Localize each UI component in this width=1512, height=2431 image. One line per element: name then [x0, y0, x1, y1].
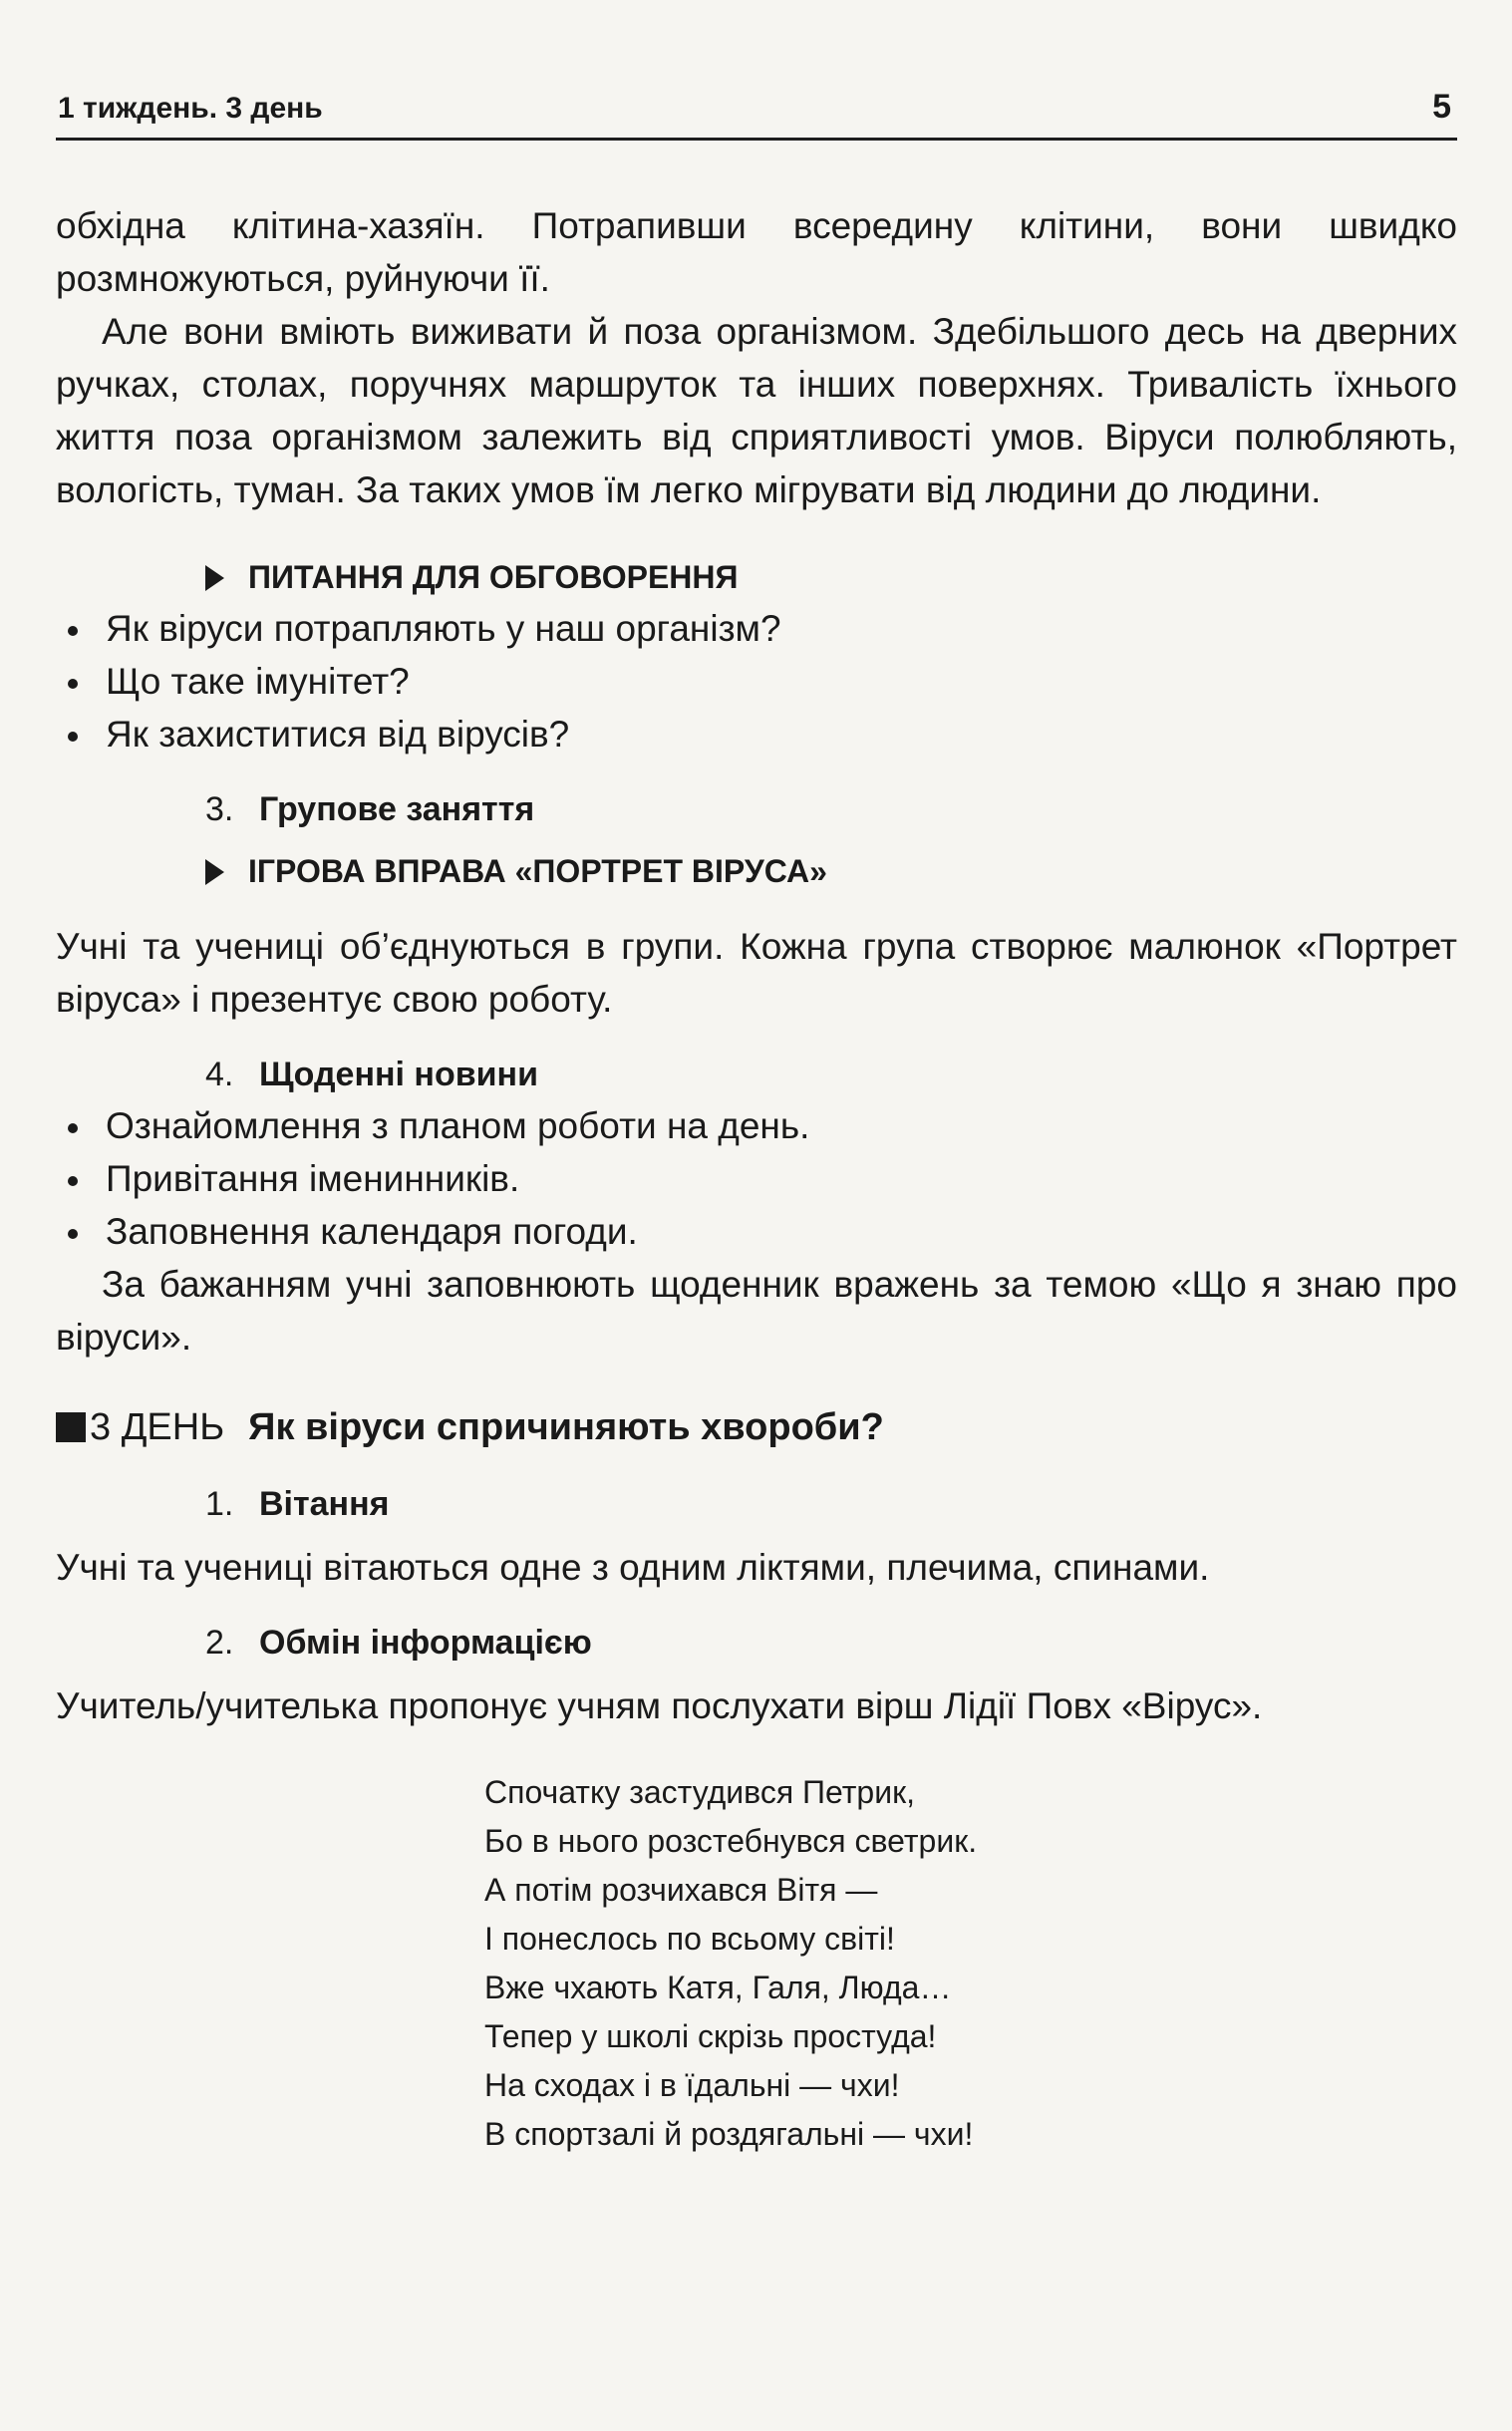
list-item: Як віруси потрапляють у наш організм? — [56, 602, 1457, 655]
intro-paragraph-1: обхідна клітина-хазяїн. Потрапивши всередину клітини, вони швидко розмножуються, руйнуючи її. — [56, 205, 1457, 299]
poem-line: В спортзалі й роздягальні — чхи! — [484, 2116, 974, 2152]
section-title: Щоденні новини — [259, 1056, 538, 1093]
running-title: 1 тиждень. 3 день — [58, 92, 323, 125]
list-item: Ознайомлення з планом роботи на день. — [56, 1099, 1457, 1152]
section-group-activity — [205, 784, 1457, 834]
day-title: Як віруси спричиняють хвороби? — [248, 1406, 884, 1448]
section-title: Групове заняття — [259, 790, 535, 828]
poem-line: І понеслось по всьому світі! — [484, 1921, 895, 1957]
day-3-heading — [56, 1399, 1457, 1455]
section-greeting — [205, 1479, 1457, 1529]
triangle-marker-icon — [205, 565, 224, 591]
section-daily-news — [205, 1050, 1457, 1099]
group-activity-text: Учні та учениці об’єднуються в групи. Кожна група створює малюнок «Портрет віруса» і презентує свою роботу. — [56, 926, 1457, 1020]
day-label: 3 ДЕНЬ — [90, 1406, 225, 1448]
list-item: Заповнення календаря погоди. — [56, 1205, 1457, 1258]
section-info-exchange — [205, 1618, 1457, 1668]
list-item: Що таке імунітет? — [56, 655, 1457, 708]
book-page — [56, 0, 1457, 2431]
list-item: Як захиститися від вірусів? — [56, 708, 1457, 760]
poem-line: Тепер у школі скрізь простуда! — [484, 2018, 937, 2054]
poem — [484, 1768, 1457, 2159]
info-exchange-text: Учитель/учителька пропонує учням послухати вірш Лідії Повх «Вірус». — [56, 1685, 1263, 1726]
poem-line: А потім розчихався Вітя — — [484, 1872, 878, 1908]
square-marker-icon — [56, 1412, 86, 1442]
exercise-heading-text: ІГРОВА ВПРАВА «ПОРТРЕТ ВІРУСА» — [248, 853, 827, 889]
triangle-marker-icon — [205, 859, 224, 885]
poem-line: Бо в нього розстебнувся светрик. — [484, 1823, 978, 1859]
running-header — [56, 88, 1457, 141]
section-number: 2. — [205, 1624, 234, 1662]
exercise-heading — [205, 846, 1457, 896]
section-number: 3. — [205, 790, 234, 828]
list-item: Привітання іменинників. — [56, 1152, 1457, 1205]
poem-line: На сходах і в їдальні — чхи! — [484, 2067, 900, 2103]
poem-line: Вже чхають Катя, Галя, Люда… — [484, 1970, 952, 2005]
daily-news-list — [56, 1099, 1457, 1258]
section-number: 1. — [205, 1485, 234, 1523]
discussion-heading — [205, 552, 1457, 602]
discussion-heading-text: ПИТАННЯ ДЛЯ ОБГОВОРЕННЯ — [248, 559, 739, 595]
section-title: Обмін інформацією — [259, 1624, 592, 1662]
poem-line: Спочатку застудився Петрик, — [484, 1774, 915, 1810]
page-number: 5 — [1432, 88, 1451, 126]
section-title: Вітання — [259, 1485, 390, 1523]
daily-news-note: За бажанням учні заповнюють щоденник вражень за темою «Що я знаю про віруси». — [56, 1264, 1457, 1358]
discussion-questions — [56, 602, 1457, 760]
greeting-text: Учні та учениці вітаються одне з одним ліктями, плечима, спинами. — [56, 1547, 1210, 1588]
intro-paragraph-2: Але вони вміють виживати й поза організмом. Здебільшого десь на дверних ручках, столах, поручнях маршруток та інших поверхнях. Тривалість їхнього життя поза організмом залежить від сприятливості умов. Віруси полюбляють, вологість, туман. За таких умов їм легко мігрувати від людини до людини. — [56, 311, 1457, 510]
page-content — [56, 199, 1457, 2159]
section-number: 4. — [205, 1056, 234, 1093]
